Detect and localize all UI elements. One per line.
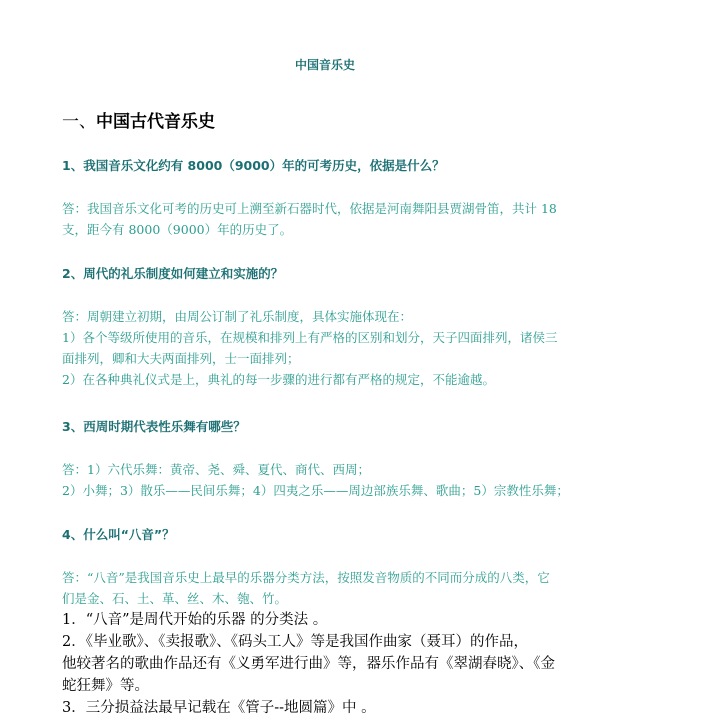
answer-line: 支，距今有 8000（9000）年的历史了。 [62,222,293,237]
answer-4 [62,567,652,609]
answer-line: 答：周朝建立初期，由周公订制了礼乐制度，具体实施体现在： [62,309,413,324]
document-title: 中国音乐史 [294,58,355,72]
section-heading [62,107,215,132]
answer-line: 答：“八音”是我国音乐史上最早的乐器分类方法，按照发音物质的不同而分成的八类，它 [62,570,550,585]
answer-line: 面排列，卿和大夫两面排列，士一面排列； [62,351,300,366]
note-line: 蛇狂舞》等。 [62,678,149,694]
note-line: 1．“八音”是周代开始的乐器 的分类法 。 [62,612,328,628]
question-2: 2、周代的礼乐制度如何建立和实施的？ [62,266,284,281]
section-title: 中国古代音乐史 [96,112,215,132]
answer-line: 2）在各种典礼仪式是上，典礼的每一步骤的进行都有严格的规定，不能逾越。 [62,372,495,387]
notes-list [62,609,662,719]
section-number: 一、 [62,112,96,132]
answer-1 [62,198,652,240]
answer-3 [62,459,652,501]
note-line: 他较著名的歌曲作品还有《义勇军进行曲》等，器乐作品有《翠湖春晓》、《金 [62,656,555,672]
answer-2 [62,306,652,390]
answer-line: 答：1）六代乐舞：黄帝、尧、舜、夏代、商代、西周； [62,462,370,477]
answer-line: 1）各个等级所使用的音乐，在规模和排列上有严格的区别和划分，天子四面排列，诸侯三 [62,330,558,345]
note-line: 3．三分损益法最早记载在《管子--地圆篇》中 。 [62,700,376,716]
question-3: 3、西周时期代表性乐舞有哪些？ [62,419,246,434]
note-line: 2．《毕业歌》、《卖报歌》、《码头工人》等是我国作曲家（聂耳）的作品， [62,634,528,650]
answer-line: 们是金、石、土、革、丝、木、匏、竹。 [62,591,288,606]
question-4: 4、什么叫“八音”？ [62,527,175,542]
question-1: 1、我国音乐文化约有 8000（9000）年的可考历史，依据是什么？ [62,158,445,173]
answer-line: 2）小舞；3）散乐——民间乐舞；4）四夷之乐——周边部族乐舞、歌曲；5）宗教性乐舞； [62,483,569,498]
answer-line: 答：我国音乐文化可考的历史可上溯至新石器时代，依据是河南舞阳县贾湖骨笛，共计 18 [62,201,557,216]
